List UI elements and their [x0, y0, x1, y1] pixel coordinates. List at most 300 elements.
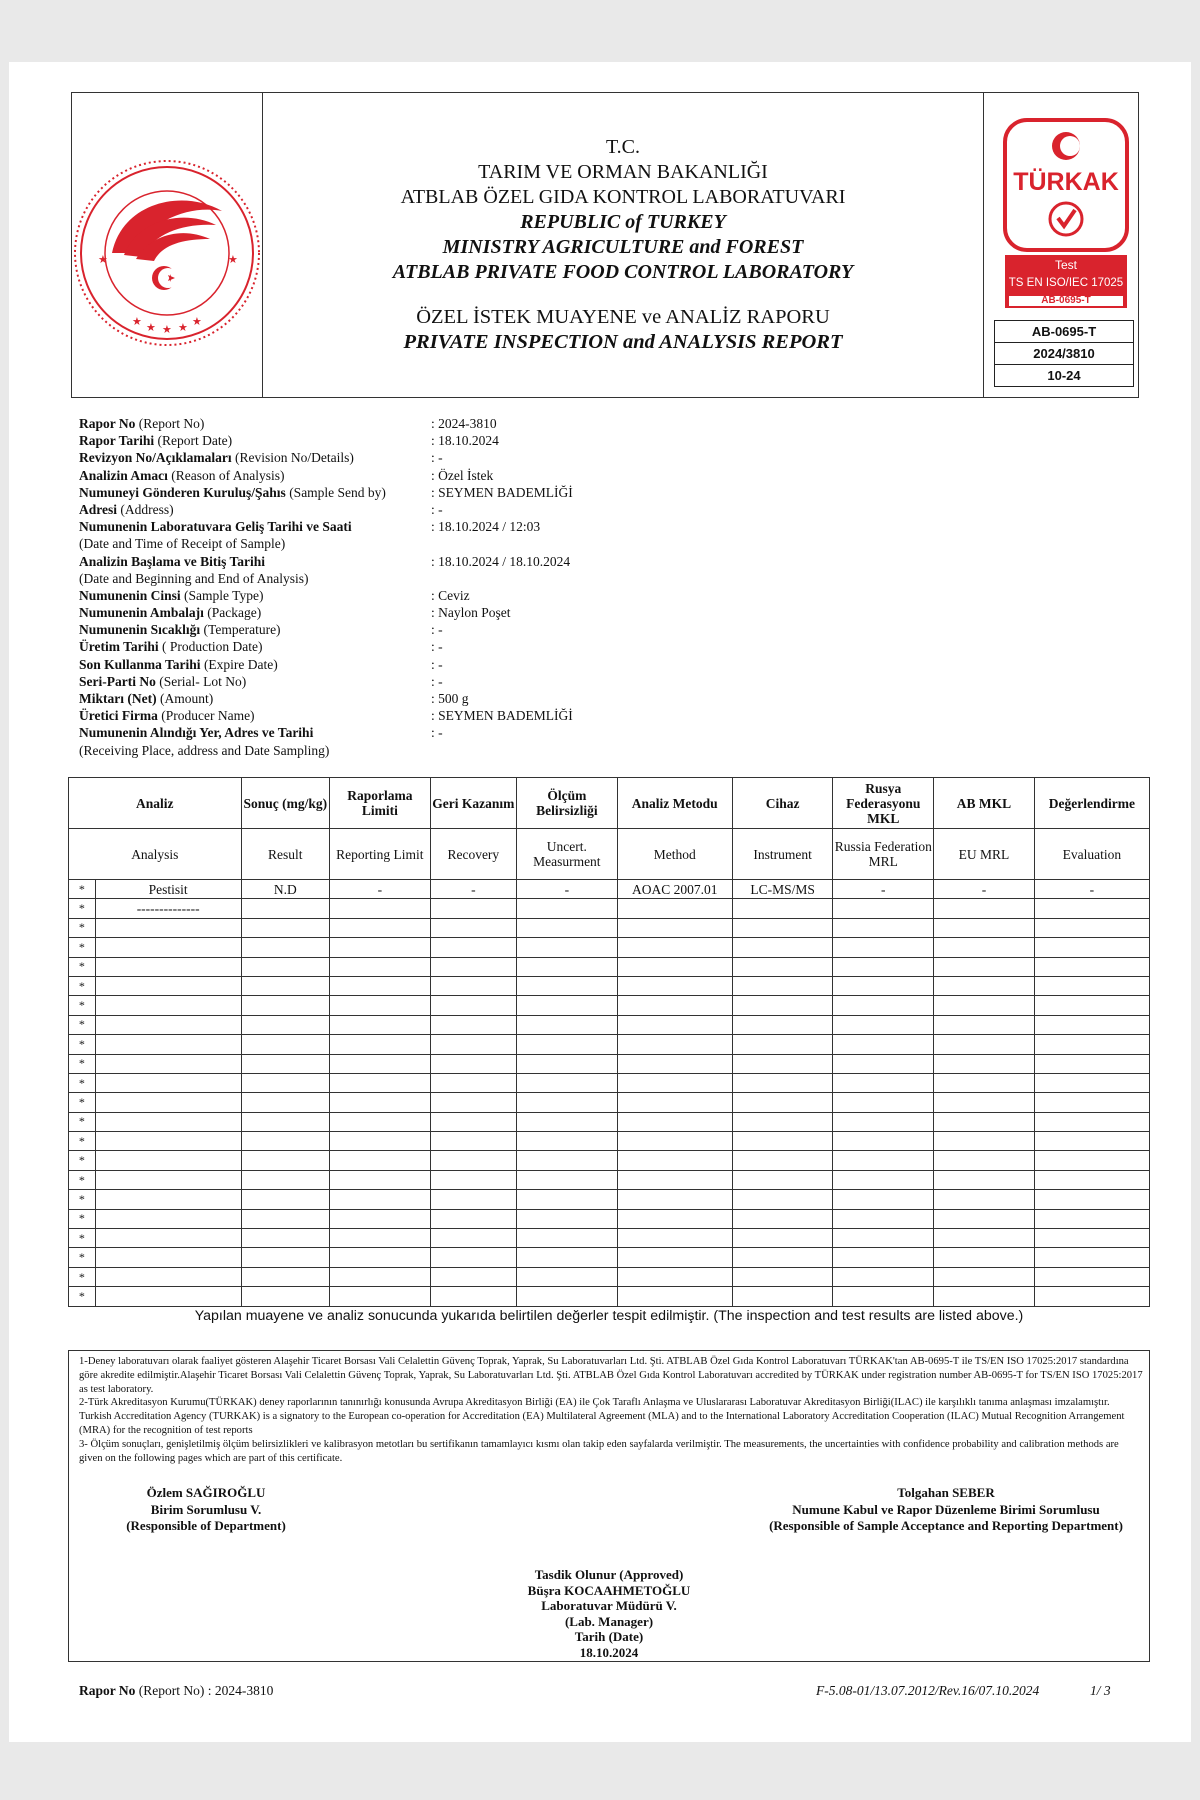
- table-cell: [833, 976, 934, 995]
- info-label-bold: Rapor Tarihi: [79, 433, 155, 449]
- turkak-test-label: Test: [1054, 258, 1077, 272]
- svg-text:★: ★: [228, 254, 238, 266]
- row-marker: *: [69, 1151, 96, 1170]
- info-label: [79, 604, 261, 621]
- table-cell: [833, 1054, 934, 1073]
- table-cell: [95, 1073, 241, 1092]
- info-value: : -: [431, 501, 443, 517]
- info-label: [79, 638, 263, 655]
- table-cell: [430, 1073, 516, 1092]
- table-cell: [934, 957, 1035, 976]
- table-cell: [241, 957, 329, 976]
- col-header: Geri Kazanım: [430, 778, 516, 829]
- info-label: [79, 449, 354, 466]
- header-line-lab-en: ATBLAB PRIVATE FOOD CONTROL LABORATORY: [392, 261, 854, 283]
- table-row: [69, 1073, 1150, 1092]
- info-label-rest: ( Production Date): [158, 639, 263, 655]
- table-cell: [516, 1054, 617, 1073]
- ministry-seal-icon: [72, 93, 262, 397]
- table-cell: [430, 1190, 516, 1209]
- table-cell: [1034, 957, 1149, 976]
- info-label-bold: Üretim Tarihi: [79, 639, 159, 655]
- table-cell: [833, 1035, 934, 1054]
- info-label-rest: (Date and Beginning and End of Analysis): [79, 570, 309, 586]
- table-cell: [430, 1054, 516, 1073]
- table-row: [69, 1267, 1150, 1286]
- table-cell: [329, 1151, 430, 1170]
- info-value: : 500 g: [431, 691, 469, 706]
- table-cell: [329, 1093, 430, 1112]
- table-cell: [833, 1132, 934, 1151]
- table-cell: [516, 957, 617, 976]
- table-row: [69, 1190, 1150, 1209]
- table-cell: [241, 918, 329, 937]
- table-cell: [1034, 1093, 1149, 1112]
- table-cell: [833, 1073, 934, 1092]
- table-cell: [516, 918, 617, 937]
- table-cell: [833, 1248, 934, 1267]
- sample-info: [79, 415, 779, 759]
- table-cell: [833, 918, 934, 937]
- table-cell: [617, 1112, 732, 1131]
- info-label-bold: Seri-Parti No: [79, 673, 156, 689]
- turkak-logo: [1003, 118, 1129, 308]
- col-header: Sonuç (mg/kg): [241, 778, 329, 829]
- table-cell: [1034, 1190, 1149, 1209]
- table-cell: [516, 1132, 617, 1151]
- table-cell: -: [934, 880, 1035, 899]
- info-label: [79, 587, 263, 604]
- info-label-rest: (Serial- Lot No): [155, 673, 247, 689]
- table-cell: [430, 1112, 516, 1131]
- info-label-rest: (Producer Name): [157, 708, 255, 724]
- table-cell: [329, 1132, 430, 1151]
- table-cell: [430, 957, 516, 976]
- info-label-bold: Analizin Başlama ve Bitiş Tarihi: [79, 553, 266, 569]
- table-cell: [329, 957, 430, 976]
- table-cell: [430, 899, 516, 918]
- bottom-report-label: Rapor No: [79, 1683, 136, 1698]
- svg-text:★: ★: [192, 316, 202, 328]
- table-cell: [934, 976, 1035, 995]
- header-line-ministry-tr: TARIM VE ORMAN BAKANLIĞI: [478, 161, 768, 183]
- table-cell: [934, 1093, 1035, 1112]
- col-header: Analiz Metodu: [617, 778, 732, 829]
- table-cell: [833, 1267, 934, 1286]
- table-cell: [934, 1035, 1035, 1054]
- table-cell: [516, 899, 617, 918]
- info-label: [79, 484, 386, 501]
- table-row: [69, 996, 1150, 1015]
- row-marker: *: [69, 1015, 96, 1034]
- table-cell: -: [833, 880, 934, 899]
- col-header-en: Recovery: [430, 829, 516, 880]
- table-cell: [95, 1287, 241, 1306]
- table-cell: [617, 957, 732, 976]
- table-cell: [1034, 1170, 1149, 1189]
- table-cell: [833, 1151, 934, 1170]
- table-cell: [934, 1229, 1035, 1248]
- table-cell: [732, 1287, 833, 1306]
- table-cell: [241, 1190, 329, 1209]
- approval-name: Büşra KOCAAHMETOĞLU: [527, 1582, 691, 1598]
- table-cell: [617, 1015, 732, 1034]
- row-marker: *: [69, 1054, 96, 1073]
- table-cell: [1034, 1151, 1149, 1170]
- table-cell: [95, 1267, 241, 1286]
- table-cell: [95, 957, 241, 976]
- table-cell: [516, 976, 617, 995]
- row-marker: *: [69, 1093, 96, 1112]
- note-1: 1-Deney laboratuvarı olarak faaliyet gösteren Alaşehir Ticaret Borsası Vali Celalettin Güvenç Toprak, Yaprak, Su Laboratuvarları Ltd. Şti. ATBLAB Özel Gıda Kontrol Laboratuvarı TÜRKAK'tan AB-0695-T ile TS/EN ISO 17025:2017 standardına göre akredite edilmiştir.Alaşehir Ticaret Borsası Vali Celalettin Güvenç Toprak, Yaprak, Su Laboratuvarları Ltd. Şti. ATBLAB Özel Gıda Kontrol Laboratuvarı accredited by TÜRKAK under registration number AB-0695-T for TS/EN ISO 17025:2017 as test laboratory.: [79, 1356, 1143, 1395]
- info-value: : 2024-3810: [431, 416, 497, 431]
- info-value: : Naylon Poşet: [431, 605, 511, 621]
- info-row: [79, 587, 779, 604]
- table-cell: [329, 1170, 430, 1189]
- signature-left: [91, 1485, 321, 1535]
- info-label-rest: (Amount): [156, 691, 214, 706]
- table-cell: [95, 1132, 241, 1151]
- info-label: [79, 690, 213, 707]
- info-label: [79, 621, 281, 638]
- table-cell: LC-MS/MS: [732, 880, 833, 899]
- info-label-bold: Üretici Firma: [79, 708, 158, 724]
- info-label: [79, 415, 204, 432]
- table-cell: [617, 1287, 732, 1306]
- info-row: [79, 724, 779, 741]
- table-cell: -: [430, 880, 516, 899]
- col-header-en: Instrument: [732, 829, 833, 880]
- info-value: : 18.10.2024 / 12:03: [431, 519, 541, 535]
- table-cell: [329, 1190, 430, 1209]
- accreditation-cell: [984, 93, 1138, 397]
- info-row: [79, 415, 779, 432]
- table-cell: [329, 1054, 430, 1073]
- table-cell: [241, 1035, 329, 1054]
- table-cell: [732, 1132, 833, 1151]
- info-label-bold: Adresi: [79, 501, 118, 517]
- table-cell: [329, 1035, 430, 1054]
- table-row: [69, 899, 1150, 918]
- table-cell: [329, 1209, 430, 1228]
- report-header: [71, 92, 1139, 398]
- table-cell: [516, 1151, 617, 1170]
- table-cell: [95, 1151, 241, 1170]
- info-label: [79, 570, 308, 587]
- info-row: [79, 707, 779, 724]
- table-cell: [732, 976, 833, 995]
- table-cell: [833, 1112, 934, 1131]
- turkak-code-label: AB-0695-T: [1041, 295, 1091, 306]
- table-cell: [516, 996, 617, 1015]
- table-cell: [934, 1073, 1035, 1092]
- row-marker: *: [69, 1190, 96, 1209]
- signature-right: [749, 1485, 1143, 1535]
- table-cell: [430, 1287, 516, 1306]
- table-cell: [241, 1015, 329, 1034]
- table-cell: [1034, 1229, 1149, 1248]
- table-cell: [617, 1093, 732, 1112]
- table-cell: [430, 1151, 516, 1170]
- table-cell: [516, 1287, 617, 1306]
- sig-right-role: (Responsible of Sample Acceptance and Reporting Department): [769, 1518, 1123, 1533]
- info-row: [79, 742, 779, 759]
- table-cell: [95, 1054, 241, 1073]
- info-value: : 18.10.2024 / 18.10.2024: [431, 553, 571, 569]
- table-cell: [934, 996, 1035, 1015]
- table-cell: [934, 1287, 1035, 1306]
- table-cell: [732, 1248, 833, 1267]
- table-cell: [617, 1229, 732, 1248]
- table-cell: -: [1034, 880, 1149, 899]
- table-cell: [732, 1190, 833, 1209]
- info-label-rest: (Revision No/Details): [231, 450, 354, 466]
- table-cell: [732, 1170, 833, 1189]
- info-row: [79, 673, 779, 690]
- table-cell: [241, 899, 329, 918]
- note-2: 2-Türk Akreditasyon Kurumu(TÜRKAK) deney raporlarının tanınırlığı konusunda Avrupa Akreditasyon Birliği (EA) ile Çok Taraflı Anlaşma ve Uluslararası Laboratuvar Akreditasyon Birliği(ILAC) ile karşılıklı tanıma anlaşması imzalamıştır. Turkish Accreditation Agency (TURKAK) is a signatory to the European co-operation for Accreditation (EA) Multilateral Agreement (MLA) and to the International Laboratory Accreditation Cooperation (ILAC) Mutual Recognition Arrangement (MRA) for the recognition of test reports: [79, 1397, 1125, 1436]
- table-cell: [95, 918, 241, 937]
- info-row: [79, 518, 779, 535]
- svg-text:★: ★: [98, 254, 108, 266]
- table-cell: [934, 1112, 1035, 1131]
- table-cell: [934, 1132, 1035, 1151]
- info-label-bold: Miktarı (Net): [79, 691, 157, 706]
- bottom-report-no: [79, 1683, 273, 1699]
- table-cell: [732, 1112, 833, 1131]
- table-cell: [430, 1035, 516, 1054]
- header-titles: [263, 93, 984, 397]
- info-row: [79, 484, 779, 501]
- row-marker: *: [69, 938, 96, 957]
- table-cell: [430, 938, 516, 957]
- info-value: : -: [431, 639, 443, 655]
- svg-text:★: ★: [162, 324, 172, 336]
- table-cell: [1034, 1035, 1149, 1054]
- info-value: : -: [431, 725, 443, 741]
- info-label: [79, 432, 232, 449]
- table-cell: [95, 1190, 241, 1209]
- table-cell: [934, 1015, 1035, 1034]
- table-cell: [329, 1287, 430, 1306]
- info-row: [79, 553, 779, 570]
- info-label-bold: Numunenin Alındığı Yer, Adres ve Tarihi: [79, 725, 314, 741]
- svg-text:★: ★: [132, 316, 142, 328]
- turkak-standard-label: TS EN ISO/IEC 17025: [1008, 277, 1124, 289]
- table-cell: [1034, 996, 1149, 1015]
- note-3: 3- Ölçüm sonuçları, genişletilmiş ölçüm belirsizlikleri ve kalibrasyon metotları bu sertifikanın tamamlayıcı kısmı olan takip eden sayfalarda verilmiştir. The measurements, the uncertainties with confidence probability and calibration methods are given on the following pages which are part of this certificate.: [79, 1438, 1119, 1464]
- table-cell: [329, 899, 430, 918]
- col-header-en: Uncert. Measurment: [516, 829, 617, 880]
- info-label: [79, 707, 255, 724]
- row-marker: *: [69, 880, 96, 899]
- table-cell: [732, 1054, 833, 1073]
- table-cell: [617, 976, 732, 995]
- table-cell: [1034, 1015, 1149, 1034]
- info-label-rest: (Receiving Place, address and Date Sampling): [79, 742, 330, 758]
- table-cell: [833, 1229, 934, 1248]
- table-cell: [617, 1035, 732, 1054]
- table-cell: [430, 996, 516, 1015]
- table-cell: [329, 1248, 430, 1267]
- header-line-ministry-en: MINISTRY AGRICULTURE and FOREST: [442, 236, 804, 258]
- table-cell: -: [329, 880, 430, 899]
- info-label-bold: Numunenin Cinsi: [79, 587, 181, 603]
- table-cell: [617, 1073, 732, 1092]
- row-marker: *: [69, 1209, 96, 1228]
- table-row: [69, 1015, 1150, 1034]
- table-cell: [833, 1209, 934, 1228]
- table-cell: [934, 1151, 1035, 1170]
- table-header-row-en: [69, 829, 1150, 880]
- row-marker: *: [69, 996, 96, 1015]
- table-cell: [430, 1132, 516, 1151]
- info-label: [79, 656, 278, 673]
- table-row: [69, 1054, 1150, 1073]
- approval-date: 18.10.2024: [579, 1644, 639, 1660]
- table-cell: [241, 1151, 329, 1170]
- col-header: Ölçüm Belirsizliği: [516, 778, 617, 829]
- sig-left-name: Özlem SAĞIROĞLU: [146, 1485, 266, 1500]
- table-row: [69, 880, 1150, 899]
- table-cell: [241, 1170, 329, 1189]
- col-header: Değerlendirme: [1034, 778, 1149, 829]
- header-line-lab-tr: ATBLAB ÖZEL GIDA KONTROL LABORATUVARI: [400, 186, 846, 208]
- approval-role: (Lab. Manager): [564, 1613, 654, 1629]
- info-value: : Özel İstek: [431, 467, 494, 483]
- info-label-rest: (Expire Date): [200, 656, 278, 672]
- table-cell: [95, 1035, 241, 1054]
- table-cell: [833, 996, 934, 1015]
- col-header-en: Evaluation: [1034, 829, 1149, 880]
- table-cell: [516, 1170, 617, 1189]
- table-cell: Pestisit: [95, 880, 241, 899]
- table-cell: [1034, 938, 1149, 957]
- row-marker: *: [69, 1073, 96, 1092]
- info-label-rest: (Package): [203, 605, 262, 621]
- approval-date-label: Tarih (Date): [574, 1629, 644, 1644]
- header-line-republic-en: REPUBLIC of TURKEY: [520, 211, 726, 233]
- table-cell: [329, 1229, 430, 1248]
- report-title-en: PRIVATE INSPECTION and ANALYSIS REPORT: [403, 331, 843, 353]
- approval-title: Laboratuvar Müdürü V.: [541, 1598, 677, 1613]
- table-cell: [430, 1229, 516, 1248]
- table-cell: [617, 1190, 732, 1209]
- table-cell: [1034, 1248, 1149, 1267]
- table-cell: [617, 1267, 732, 1286]
- info-label: [79, 673, 246, 690]
- table-cell: [732, 918, 833, 937]
- info-label-rest: (Report Date): [154, 433, 233, 449]
- table-cell: [329, 1073, 430, 1092]
- table-cell: [516, 1267, 617, 1286]
- col-header-en: Russia Federation MRL: [833, 829, 934, 880]
- table-cell: [329, 1267, 430, 1286]
- table-cell: [934, 1248, 1035, 1267]
- table-cell: [833, 1170, 934, 1189]
- info-row: [79, 656, 779, 673]
- table-row: [69, 918, 1150, 937]
- table-row: [69, 957, 1150, 976]
- info-row: [79, 690, 779, 707]
- info-row: [79, 432, 779, 449]
- table-cell: [617, 1248, 732, 1267]
- table-cell: [95, 1209, 241, 1228]
- table-cell: [241, 1287, 329, 1306]
- table-cell: [934, 899, 1035, 918]
- col-header: Raporlama Limiti: [329, 778, 430, 829]
- table-cell: [430, 1093, 516, 1112]
- row-marker: *: [69, 899, 96, 918]
- table-row: [69, 1209, 1150, 1228]
- table-row: [69, 1248, 1150, 1267]
- table-cell: [934, 1054, 1035, 1073]
- table-cell: [732, 1151, 833, 1170]
- col-header-en: Method: [617, 829, 732, 880]
- svg-text:★: ★: [178, 322, 188, 334]
- table-cell: [617, 938, 732, 957]
- table-cell: [1034, 976, 1149, 995]
- results-statement: Yapılan muayene ve analiz sonucunda yukarıda belirtilen değerler tespit edilmiştir. (The inspection and test results are listed above.): [194, 1308, 1024, 1324]
- table-row: [69, 1287, 1150, 1306]
- table-cell: [617, 1209, 732, 1228]
- table-cell: [516, 1093, 617, 1112]
- info-value: : SEYMEN BADEMLİĞİ: [431, 708, 573, 724]
- info-label-bold: Numunenin Sıcaklığı: [79, 622, 201, 638]
- info-row: [79, 449, 779, 466]
- table-cell: [95, 1015, 241, 1034]
- table-cell: [241, 976, 329, 995]
- table-cell: [617, 1170, 732, 1189]
- table-cell: [833, 899, 934, 918]
- info-label-rest: (Sample Type): [180, 587, 264, 603]
- table-row: [69, 1170, 1150, 1189]
- table-cell: [430, 1170, 516, 1189]
- report-number-code: 2024/3810: [995, 343, 1133, 365]
- col-header-en: Reporting Limit: [329, 829, 430, 880]
- table-cell: [241, 1112, 329, 1131]
- table-row: [69, 1151, 1150, 1170]
- ministry-logo-cell: [72, 93, 263, 397]
- info-value: : 18.10.2024: [431, 433, 499, 449]
- info-row: [79, 621, 779, 638]
- info-label-bold: Son Kullanma Tarihi: [79, 656, 201, 672]
- table-cell: [95, 1170, 241, 1189]
- table-cell: [934, 938, 1035, 957]
- table-cell: N.D: [241, 880, 329, 899]
- table-cell: [516, 1073, 617, 1092]
- info-row: [79, 638, 779, 655]
- table-cell: [1034, 918, 1149, 937]
- table-cell: [1034, 1073, 1149, 1092]
- table-cell: [617, 899, 732, 918]
- table-cell: [329, 938, 430, 957]
- table-cell: --------------: [95, 899, 241, 918]
- table-cell: [516, 1248, 617, 1267]
- table-cell: [430, 918, 516, 937]
- col-header: Cihaz: [732, 778, 833, 829]
- info-label-bold: Numunenin Laboratuvara Geliş Tarihi ve Saati: [79, 519, 352, 535]
- col-header-analysis: Analiz: [69, 778, 242, 829]
- accreditation-notes: [79, 1355, 1143, 1465]
- row-marker: *: [69, 976, 96, 995]
- table-cell: [329, 1015, 430, 1034]
- header-line-tc: T.C.: [605, 136, 641, 158]
- table-cell: [732, 938, 833, 957]
- table-cell: [732, 1229, 833, 1248]
- info-label-rest: (Temperature): [200, 622, 281, 638]
- table-cell: [329, 1112, 430, 1131]
